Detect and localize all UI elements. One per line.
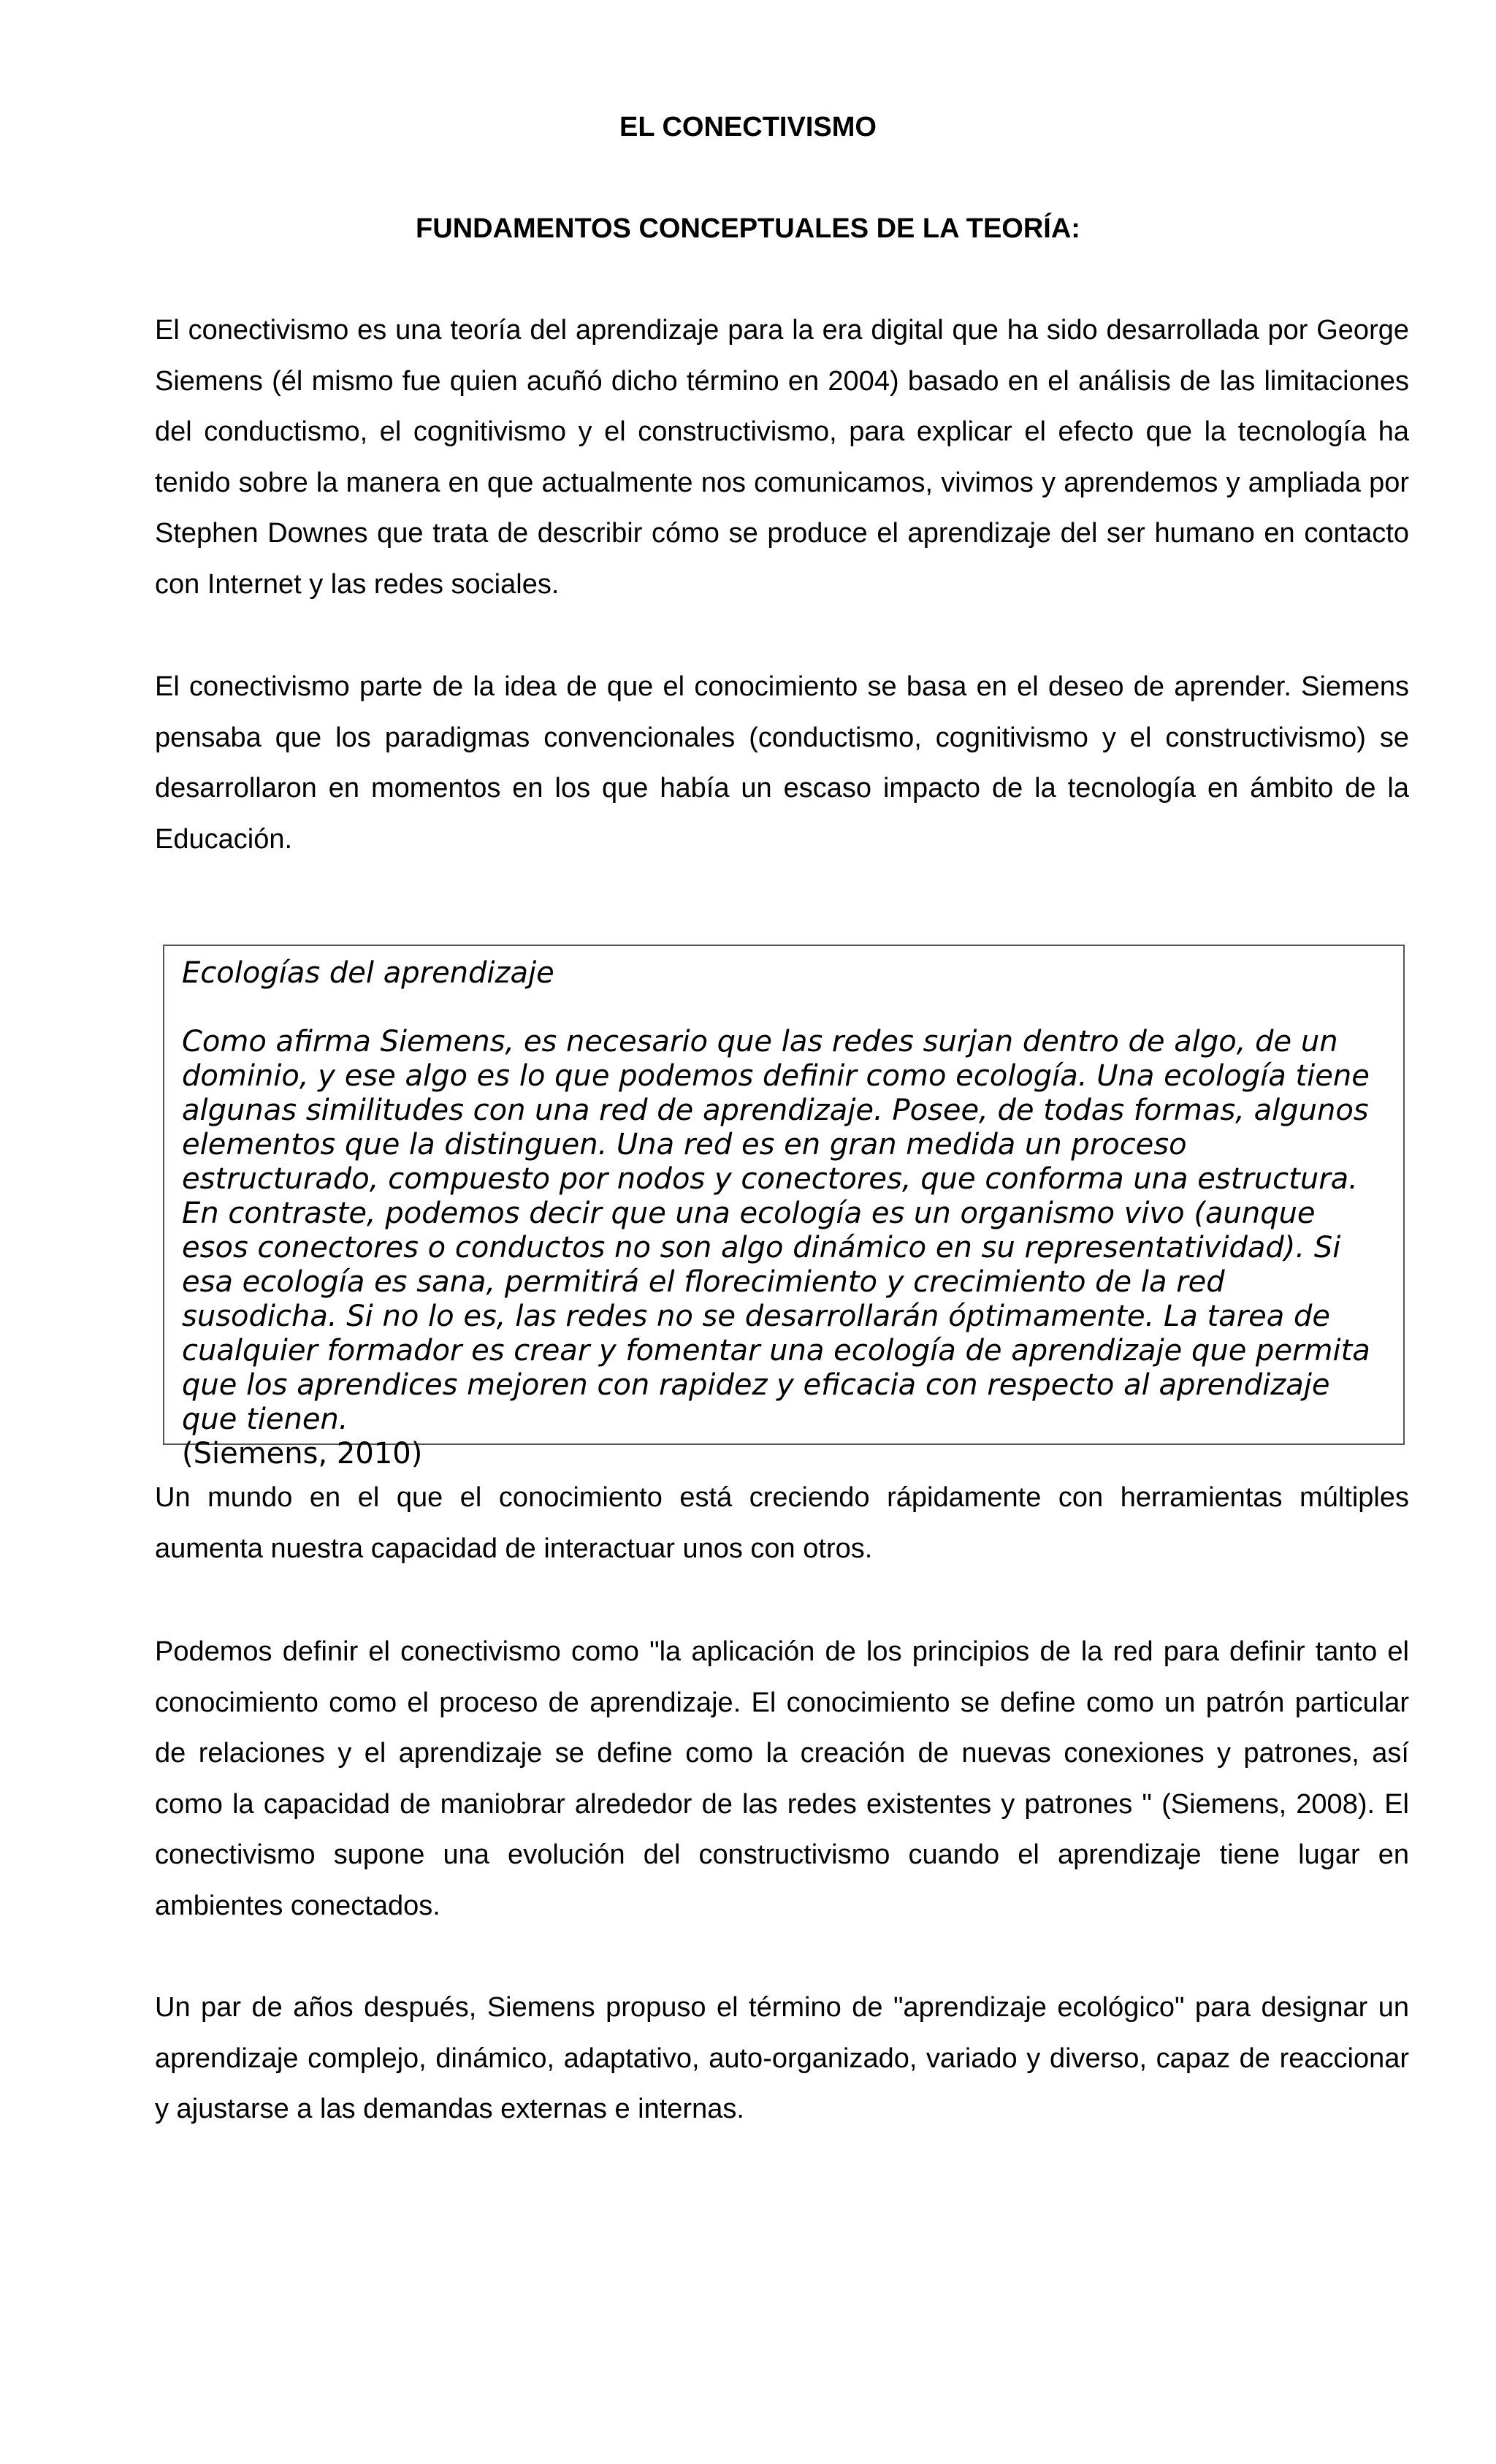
paragraph-world: Un mundo en el que el conocimiento está creciendo rápidamente con herramientas múltiples aumenta nuestra capacidad de interactuar unos con otros. <box>155 1482 1409 1564</box>
quote-citation: (Siemens, 2010) <box>182 1437 423 1471</box>
paragraph-intro: El conectivismo es una teoría del aprendizaje para la era digital que ha sido desarrollada por George Siemens (él mismo fue quien acuñó dicho término en 2004) basado en el análisis de las limitaciones del conductismo, el cognitivismo y el constructivismo, para explicar el efecto que la tecnología ha tenido sobre la manera en que actualmente nos comunicamos, vivimos y aprendemos y ampliada por Stephen Downes que trata de describir cómo se produce el aprendizaje del ser humano en contacto con Internet y las redes sociales. <box>155 315 1409 600</box>
section-heading: FUNDAMENTOS CONCEPTUALES DE LA TEORÍA: <box>416 213 1080 244</box>
paragraph-definition: Podemos definir el conectivismo como "la aplicación de los principios de la red para definir tanto el conocimiento como el proceso de aprendizaje. El conocimiento se define como un patrón particular de relaciones y el aprendizaje se define como la creación de nuevas conexiones y patrones, así como la capacidad de maniobrar alrededor de las redes existentes y patrones " (Siemens, 2008). El conectivismo supone una evolución del constructivismo cuando el aprendizaje tiene lugar en ambientes conectados. <box>155 1636 1409 1921</box>
document-title: EL CONECTIVISMO <box>619 112 877 142</box>
quote-heading: Ecologías del aprendizaje <box>182 956 554 990</box>
quote-box <box>163 945 1405 1471</box>
quote-body: Como afirma Siemens, es necesario que las redes surjan dentro de algo, de un dominio, y ese algo es lo que podemos definir como ecología. Una ecología tiene algunas similitudes con una red de aprendizaje. Posee, de todas formas, algunos elementos que la distinguen. Una red es en gran medida un proceso estructurado, compuesto por nodos y conectores, que conforma una estructura. En contraste, podemos decir que una ecología es un organismo vivo (aunque esos conectores o conductos no son algo dinámico en su representatividad). Si esa ecología es sana, permitirá el florecimiento y crecimiento de la red susodicha. Si no lo es, las redes no se desarrollarán óptimamente. La tarea de cualquier formador es crear y fomentar una ecología de aprendizaje que permita que los aprendices mejoren con rapidez y eficacia con respecto al aprendizaje que tienen. <box>182 1025 1370 1436</box>
paragraph-origins: El conectivismo parte de la idea de que el conocimiento se basa en el deseo de aprender. Siemens pensaba que los paradigmas convencionales (conductismo, cognitivismo y el constructivismo) se desarrollaron en momentos en los que había un escaso impacto de la tecnología en ámbito de la Educación. <box>155 671 1409 855</box>
paragraph-ecological: Un par de años después, Siemens propuso el término de "aprendizaje ecológico" para designar un aprendizaje complejo, dinámico, adaptativo, auto-organizado, variado y diverso, capaz de reaccionar y ajustarse a las demandas externas e internas. <box>155 1992 1409 2124</box>
